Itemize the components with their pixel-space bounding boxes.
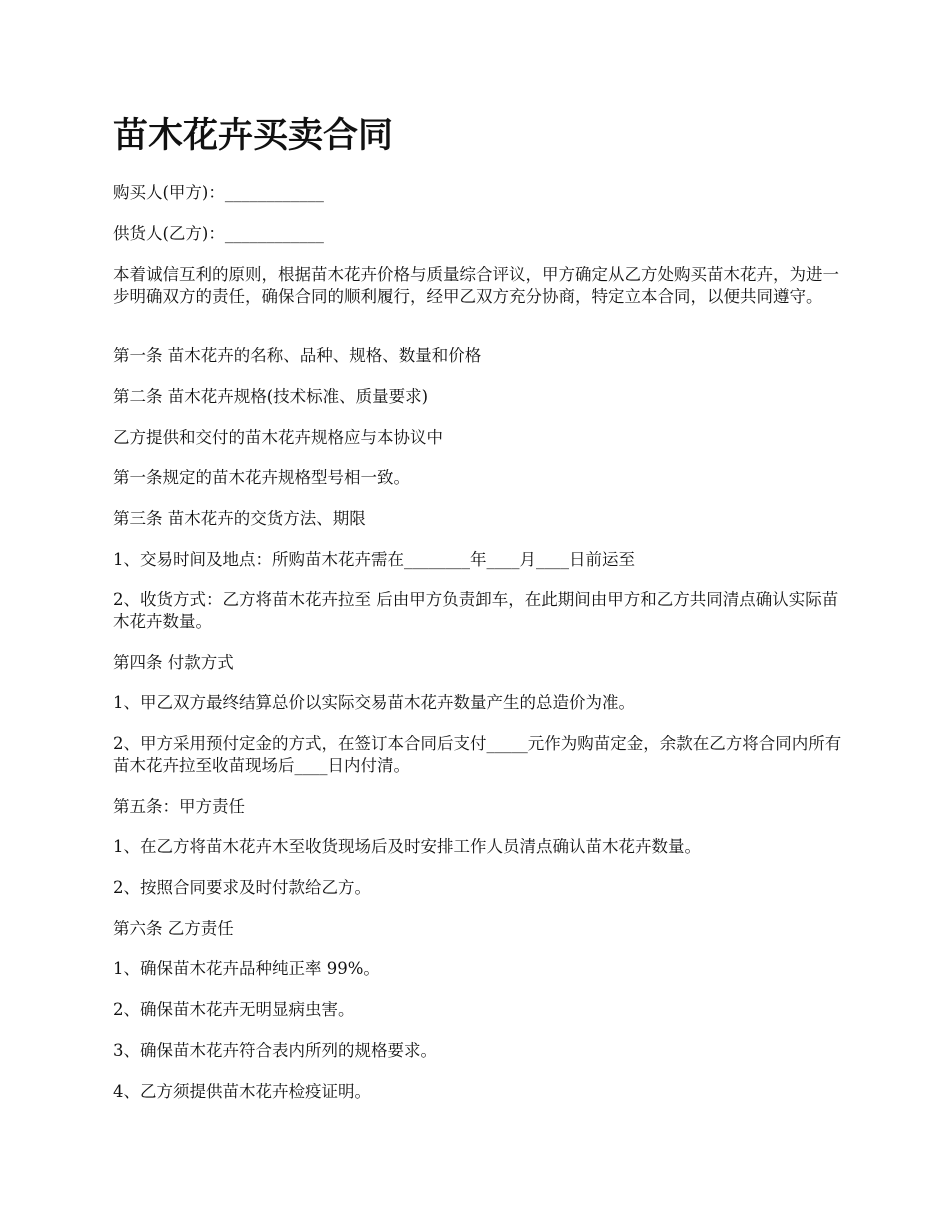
article-6-item-4: 4、乙方须提供苗木花卉检疫证明。 [113, 1082, 371, 1101]
buyer-line: 购买人(甲方)：____________ [113, 183, 324, 202]
article-4-heading: 第四条 付款方式 [113, 653, 234, 672]
article-3-heading: 第三条 苗木花卉的交货方法、期限 [113, 509, 366, 528]
article-4-item-2: 2、甲方采用预付定金的方式，在签订本合同后支付_____元作为购苗定金，余款在乙方将合同内所有苗木花卉拉至收苗现场后____日内付清。 [113, 734, 842, 775]
article-6-item-3: 3、确保苗木花卉符合表内所列的规格要求。 [113, 1041, 437, 1060]
article-2-text-1: 乙方提供和交付的苗木花卉规格应与本协议中 [113, 428, 443, 447]
article-6-item-2: 2、确保苗木花卉无明显病虫害。 [113, 1000, 355, 1019]
article-2-heading: 第二条 苗木花卉规格(技术标准、质量要求) [113, 387, 429, 406]
article-4-item-1: 1、甲乙双方最终结算总价以实际交易苗木花卉数量产生的总造价为准。 [113, 693, 635, 712]
article-5-item-2: 2、按照合同要求及时付款给乙方。 [113, 878, 371, 897]
article-5-item-1: 1、在乙方将苗木花卉木至收货现场后及时安排工作人员清点确认苗木花卉数量。 [113, 837, 701, 856]
article-3-item-2: 2、收货方式：乙方将苗木花卉拉至 后由甲方负责卸车，在此期间由甲方和乙方共同清点确认实际苗木花卉数量。 [113, 590, 839, 631]
article-1-heading: 第一条 苗木花卉的名称、品种、规格、数量和价格 [113, 346, 482, 365]
article-3-item-1: 1、交易时间及地点：所购苗木花卉需在________年____月____日前运至 [113, 550, 635, 569]
article-6-heading: 第六条 乙方责任 [113, 919, 234, 938]
preamble-paragraph: 本着诚信互利的原则，根据苗木花卉价格与质量综合评议，甲方确定从乙方处购买苗木花卉，为进一步明确双方的责任，确保合同的顺利履行，经甲乙双方充分协商，特定立本合同，以便共同遵守。 [113, 265, 839, 306]
supplier-line: 供货人(乙方)：____________ [113, 224, 324, 243]
document-title: 苗木花卉买卖合同 [113, 115, 394, 156]
article-5-heading: 第五条：甲方责任 [113, 797, 245, 816]
article-6-item-1: 1、确保苗木花卉品种纯正率 99%。 [113, 959, 380, 978]
article-2-text-2: 第一条规定的苗木花卉规格型号相一致。 [113, 468, 410, 487]
